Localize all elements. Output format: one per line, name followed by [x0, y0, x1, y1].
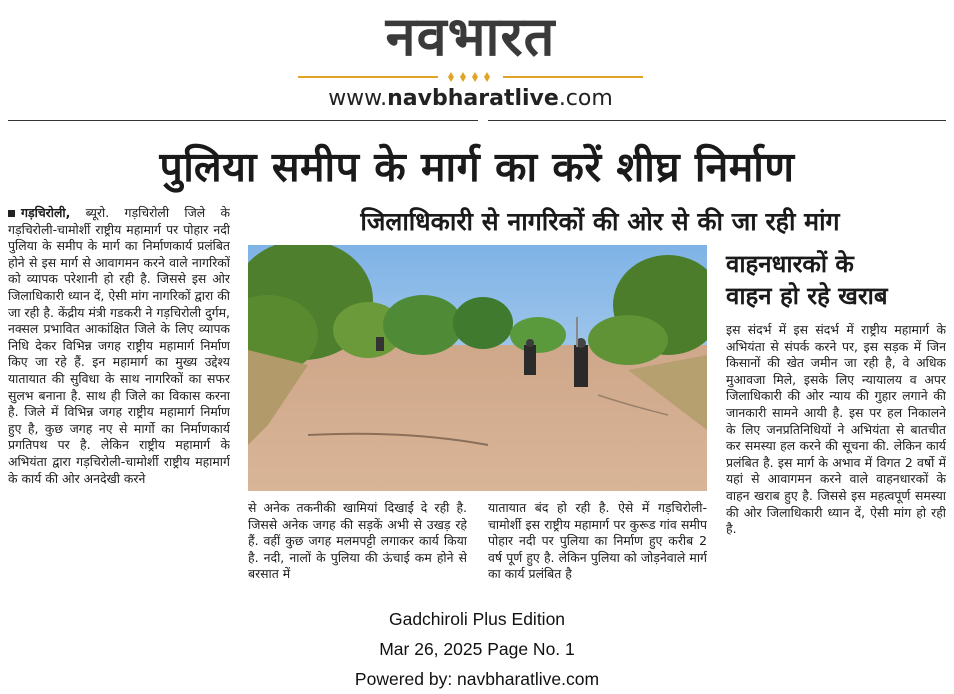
article-headline: पुलिया समीप के मार्ग का करें शीघ्र निर्माण — [159, 143, 795, 191]
column-1-text: ब्यूरो. गड़चिरोली जिले के गड़चिरोली-चामोर्शी राष्ट्रीय महामार्ग पर पोहार नदी पुलिया के समीप के मार्ग का निर्माणकार्य प्रलंबित होने से इस मार्ग से आवागमन करने वाले नागरिकों को व्यापक परेशानी हो रही है. जिससे इस ओर जिलाधिकारी ध्यान दें, ऐसी मांग नागरिकों द्वारा की जा रही है. केंद्रीय मंत्री गडकरी ने गड़चिरोली दुर्गम, नक्सल प्रभावित आकांक्षित जिले के लिए व्यापक निधि देकर विभिन्न जगह राष्ट्रीय महामार्ग निर्माण किए जा रहे हैं. इन महामार्ग का मुख्य उद्देश्य यातायात की सुविधा के साथ नागरिकों का सफर सुलभ बनाना है. साथ ही जिले का विकास करना है. जिले में विभिन्न जगह राष्ट्रीय महामार्ग निर्माण हुए है, कुछ जगह नए से मार्गो का निर्माणकार्य प्रगतिपथ पर है. लेकिन राष्ट्रीय महामार्ग के अभियंता द्वारा गड़चिरोली-चामोर्शी राष्ट्रीय महामार्ग के कार्य की ओर अनदेखी करने — [8, 205, 230, 486]
article-column-1 — [8, 205, 230, 597]
road-photo — [248, 245, 707, 491]
article-subheadline: जिलाधिकारी से नागरिकों की ओर से की जा रही मांग — [360, 207, 840, 236]
top-rule-right — [488, 120, 946, 121]
article-column-2 — [248, 500, 467, 597]
column-3-text: यातायात बंद हो रही है. ऐसे में गड़चिरोली-चामोर्शी इस राष्ट्रीय महामार्ग पर कुरूड गांव समीप पोहार नदी पर पुलिया का निर्माण हुए करीब 2 वर्ष पूर्ण हुए है. लेकिन पुलिया को जोड़नेवाले मार्ग का कार्य प्रलंबित है — [488, 500, 707, 582]
article-column-3 — [488, 500, 707, 597]
article-column-4 — [726, 322, 946, 592]
url-suffix: .com — [558, 86, 613, 111]
side-heading — [726, 248, 946, 312]
masthead-logo: नवभारत — [385, 5, 556, 68]
footer-powered-by: Powered by: navbharatlive.com — [354, 669, 600, 689]
top-rule-left — [8, 120, 478, 121]
masthead-url — [298, 86, 643, 111]
dateline-place: गड़चिरोली, — [21, 205, 71, 220]
footer-edition: Gadchiroli Plus Edition — [388, 609, 566, 629]
url-domain: navbharatlive — [387, 86, 559, 111]
page-footer — [0, 604, 954, 694]
side-heading-line-1: वाहनधारकों के — [726, 250, 854, 278]
footer-date-page: Mar 26, 2025 Page No. 1 — [379, 639, 575, 659]
logo-ornament — [298, 70, 643, 84]
column-4-text: इस संदर्भ में इस संदर्भ में राष्ट्रीय महामार्ग के अभियंता से संपर्क करने पर, इस सड़क में जिन किसानों की खेत जमीन जा रही है, वे अधिक मुआवजा मिले, इसके लिए न्यायालय व अपर जिलाधिकारी की ओर न्याय की गुहार लगाने की जानकारी सामने आयी है. इस पर हल निकालने के लिए जनप्रतिनिधियों ने अभियंता से बातचीत कर समस्या हल करने की सूचना की. लेकिन कार्य प्रलंबित है. इस मार्ग के अभाव में विगत 2 वर्षो में यहां से आवागमन करने वाले वाहनधारकों के वाहन खराब हुए है. जिससे इस महत्वपूर्ण समस्या की ओर जिलाधिकारी ध्यान दें, ऐसी मांग हो रही है. — [726, 322, 946, 537]
side-heading-line-2: वाहन हो रहे खराब — [726, 282, 888, 310]
bullet-square-icon — [8, 210, 15, 217]
url-prefix: www. — [328, 86, 388, 111]
column-2-text: से अनेक तकनीकी खामियां दिखाई दे रही है. जिससे अनेक जगह की सड़कें अभी से उखड़ रहे हैं. वहीं कुछ जगह मलमपट्टी लगाकर कार्य किया है. नदी, नालों के पुलिया की ऊंचाई कम होने से बरसात में — [248, 500, 467, 582]
